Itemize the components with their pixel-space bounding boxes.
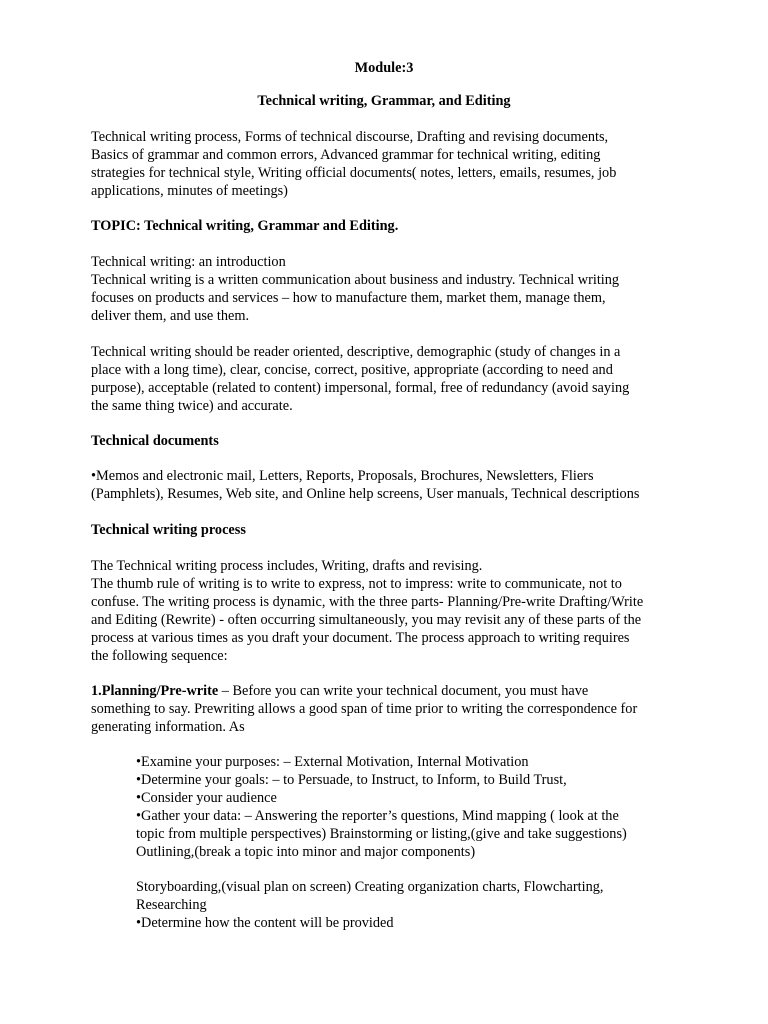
qualities-line: place with a long time), clear, concise, correct, positive, appropriate (according to need and [91,362,613,378]
bullet-line: topic from multiple perspectives) Brainstorming or listing,(give and take suggestions) [136,826,627,842]
module-title: Technical writing, Grammar, and Editing [257,93,511,109]
process-line: process at various times as you draft your document. The process approach to writing requires [91,630,630,646]
bullet-line: •Consider your audience [136,790,277,806]
bullet-line: •Gather your data: – Answering the reporter’s questions, Mind mapping ( look at the [136,808,619,824]
planning-label: 1.Planning/Pre-write [91,683,219,699]
module-heading: Module:3 [354,60,414,76]
documents-line: •Memos and electronic mail, Letters, Reports, Proposals, Brochures, Newsletters, Fliers [91,468,594,484]
process-line: The thumb rule of writing is to write to express, not to impress: write to communicate, not to [91,576,622,592]
bullet-line: •Examine your purposes: – External Motivation, Internal Motivation [136,754,529,770]
intro-line: focuses on products and services – how to manufacture them, market them, manage them, [91,290,606,306]
overview-line: Basics of grammar and common errors, Advanced grammar for technical writing, editing [91,147,601,163]
documents-line: (Pamphlets), Resumes, Web site, and Online help screens, User manuals, Technical descriptions [91,486,640,502]
process-line: and Editing (Rewrite) - often occurring simultaneously, you may revisit any of these parts of the [91,612,642,628]
qualities-line: purpose), acceptable (related to content) impersonal, formal, free of redundancy (avoid saying [91,380,630,396]
process-line: confuse. The writing process is dynamic, with the three parts- Planning/Pre-write Drafting/Write [91,594,644,610]
planning-first-line [91,682,588,700]
process-line: The Technical writing process includes, Writing, drafts and revising. [91,558,483,574]
qualities-line: Technical writing should be reader oriented, descriptive, demographic (study of changes in a [91,344,621,360]
intro-line: deliver them, and use them. [91,308,250,324]
process-line: the following sequence: [91,648,228,664]
bullet-line: Outlining,(break a topic into minor and major components) [136,844,476,860]
story-line: •Determine how the content will be provided [136,915,394,931]
planning-first-line-text: – Before you can write your technical document, you must have [218,683,589,699]
overview-line: Technical writing process, Forms of technical discourse, Drafting and revising documents, [91,129,609,145]
process-heading: Technical writing process [91,522,246,538]
intro-line: Technical writing: an introduction [91,254,286,270]
qualities-line: the same thing twice) and accurate. [91,398,293,414]
overview-line: strategies for technical style, Writing official documents( notes, letters, emails, resumes, job [91,165,617,181]
intro-line: Technical writing is a written communication about business and industry. Technical writing [91,272,620,288]
bullet-line: •Determine your goals: – to Persuade, to Instruct, to Inform, to Build Trust, [136,772,567,788]
topic-heading: TOPIC: Technical writing, Grammar and Editing. [91,218,399,234]
story-line: Storyboarding,(visual plan on screen) Creating organization charts, Flowcharting, [136,879,604,895]
story-line: Researching [136,897,207,913]
documents-heading: Technical documents [91,433,219,449]
planning-line: something to say. Prewriting allows a good span of time prior to writing the correspondence for [91,701,638,717]
planning-line: generating information. As [91,719,245,735]
overview-line: applications, minutes of meetings) [91,183,288,199]
